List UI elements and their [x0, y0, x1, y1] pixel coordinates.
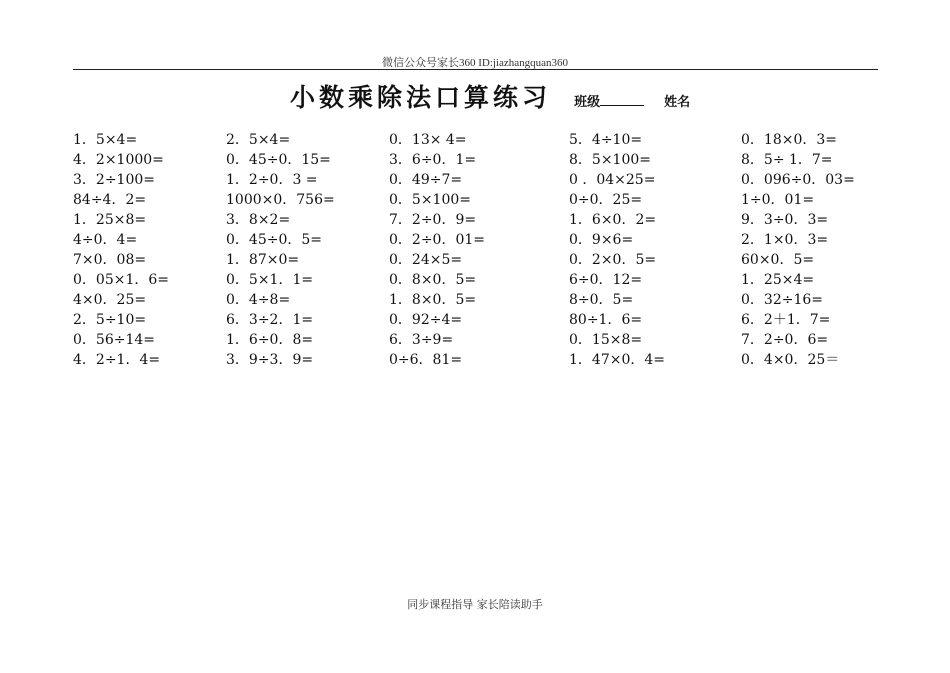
- problem-cell: 0．18×0．3=: [741, 132, 837, 148]
- worksheet-title: 小数乘除法口算练习: [290, 83, 552, 112]
- problem-row: [73, 270, 873, 290]
- problem-cell: 1．5×4=: [73, 132, 138, 148]
- header-rule: [73, 69, 878, 70]
- problem-row: [73, 230, 873, 250]
- problem-cell: 80÷1．6=: [569, 312, 643, 328]
- problem-cell: 0．05×1．6=: [73, 272, 169, 288]
- problem-cell: 5．4÷10=: [569, 132, 643, 148]
- problem-cell: 4．2÷1．4=: [73, 352, 161, 368]
- problem-cell: 0．56÷14=: [73, 332, 155, 348]
- problem-row: [73, 130, 873, 150]
- problem-cell: 0．4×0．25＝: [741, 352, 840, 368]
- problem-cell: 2．5×4=: [226, 132, 291, 148]
- problem-cell: 8．5÷ 1．7=: [741, 152, 833, 168]
- problem-cell: 0 ．04×25=: [569, 172, 656, 188]
- problem-cell: 0．5×100=: [389, 192, 471, 208]
- problem-cell: 9．3÷0．3=: [741, 212, 829, 228]
- problem-cell: 0÷6．81=: [389, 352, 463, 368]
- problem-cell: 1000×0．756=: [226, 192, 335, 208]
- problem-grid: [73, 130, 873, 370]
- problem-cell: 3．8×2=: [226, 212, 291, 228]
- problem-cell: 2．5÷10=: [73, 312, 147, 328]
- problem-cell: 0．4÷8=: [226, 292, 291, 308]
- problem-row: [73, 310, 873, 330]
- problem-cell: 0．9×6=: [569, 232, 634, 248]
- problem-cell: 7．2÷0．6=: [741, 332, 829, 348]
- problem-row: [73, 330, 873, 350]
- class-name-fields: [574, 91, 690, 110]
- problem-cell: 1．6÷0．8=: [226, 332, 314, 348]
- problem-cell: 0．45÷0．5=: [226, 232, 322, 248]
- problem-cell: 60×0．5=: [741, 252, 815, 268]
- problem-cell: 0÷0．25=: [569, 192, 643, 208]
- page-header: 微信公众号家长360 ID:jiazhangquan360: [381, 57, 569, 69]
- problem-cell: 3．9÷3．9=: [226, 352, 314, 368]
- problem-row: [73, 190, 873, 210]
- page-footer: 同步课程指导 家长陪读助手: [407, 598, 543, 611]
- problem-cell: 0．13× 4=: [389, 132, 467, 148]
- problem-cell: 1．8×0．5=: [389, 292, 477, 308]
- problem-row: [73, 250, 873, 270]
- problem-cell: 1．2÷0．3 =: [226, 172, 318, 188]
- problem-cell: 6．3÷2．1=: [226, 312, 314, 328]
- class-blank: [600, 95, 644, 106]
- problem-cell: 7．2÷0．9=: [389, 212, 477, 228]
- problem-cell: 4÷0．4=: [73, 232, 138, 248]
- problem-cell: 0．45÷0．15=: [226, 152, 331, 168]
- problem-row: [73, 170, 873, 190]
- class-label: 班级: [574, 95, 601, 110]
- problem-cell: 1．6×0．2=: [569, 212, 657, 228]
- problem-cell: 7×0．08=: [73, 252, 147, 268]
- problem-cell: 1÷0．01=: [741, 192, 815, 208]
- problem-cell: 0．2÷0．01=: [389, 232, 485, 248]
- problem-cell: 0．24×5=: [389, 252, 463, 268]
- problem-cell: 1．87×0=: [226, 252, 300, 268]
- name-label: 姓名: [664, 95, 691, 110]
- problem-cell: 8．5×100=: [569, 152, 651, 168]
- problem-cell: 2．1×0．3=: [741, 232, 829, 248]
- problem-cell: 0．8×0．5=: [389, 272, 477, 288]
- problem-cell: 1．25×8=: [73, 212, 147, 228]
- problem-cell: 6÷0．12=: [569, 272, 643, 288]
- problem-cell: 3．6÷0．1=: [389, 152, 477, 168]
- problem-cell: 0．096÷0．03=: [741, 172, 855, 188]
- problem-cell: 8÷0．5=: [569, 292, 634, 308]
- problem-cell: 84÷4．2=: [73, 192, 147, 208]
- problem-cell: 0．49÷7=: [389, 172, 463, 188]
- problem-cell: 0．2×0．5=: [569, 252, 657, 268]
- problem-row: [73, 150, 873, 170]
- problem-cell: 0．5×1．1=: [226, 272, 314, 288]
- title-row: [290, 78, 690, 112]
- problem-cell: 0．32÷16=: [741, 292, 823, 308]
- problem-cell: 1．25×4=: [741, 272, 815, 288]
- problem-cell: 3．2÷100=: [73, 172, 155, 188]
- problem-cell: 0．92÷4=: [389, 312, 463, 328]
- problem-cell: 4．2×1000=: [73, 152, 164, 168]
- problem-cell: 4×0．25=: [73, 292, 147, 308]
- problem-cell: 0．15×8=: [569, 332, 643, 348]
- problem-cell: 6．3÷9=: [389, 332, 454, 348]
- problem-cell: 1．47×0．4=: [569, 352, 665, 368]
- problem-row: [73, 350, 873, 370]
- problem-row: [73, 290, 873, 310]
- problem-cell: 6．2＋1．7=: [741, 312, 831, 328]
- problem-row: [73, 210, 873, 230]
